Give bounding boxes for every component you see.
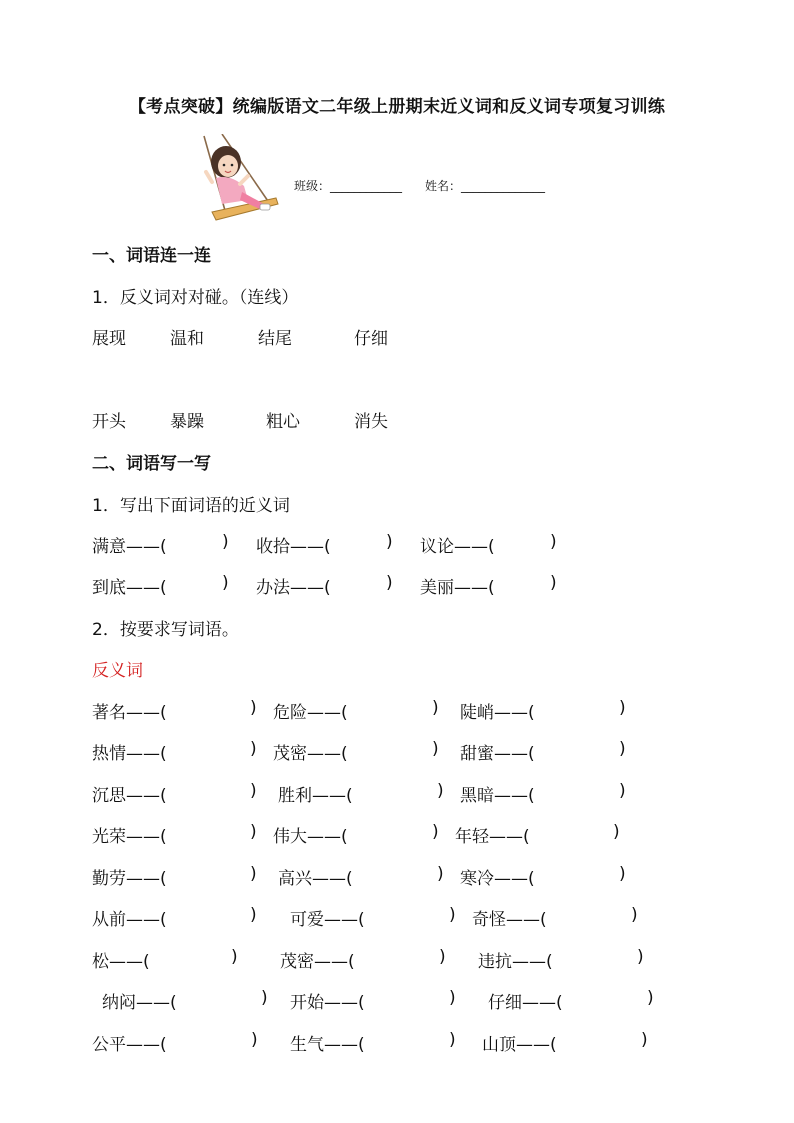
close-paren: ) [631, 905, 638, 925]
synonym-prompt[interactable]: 满意——( [92, 537, 167, 557]
top-word[interactable]: 温和 [170, 329, 204, 349]
close-paren: ) [437, 864, 444, 884]
close-paren: ) [222, 573, 229, 593]
close-paren: ) [386, 573, 393, 593]
close-paren: ) [250, 698, 257, 718]
section1-question: 1．反义词对对碰。（连线） [92, 288, 299, 308]
antonym-label: 反义词 [92, 661, 143, 681]
close-paren: ) [647, 988, 654, 1008]
close-paren: ) [550, 573, 557, 593]
antonym-prompt[interactable]: 寒冷——( [460, 869, 535, 889]
close-paren: ) [641, 1030, 648, 1050]
antonym-prompt[interactable]: 可爱——( [290, 910, 365, 930]
antonym-prompt[interactable]: 生气——( [290, 1035, 365, 1055]
top-word[interactable]: 结尾 [258, 329, 292, 349]
antonym-prompt[interactable]: 从前——( [92, 910, 167, 930]
close-paren: ) [449, 1030, 456, 1050]
close-paren: ) [250, 781, 257, 801]
top-word[interactable]: 展现 [92, 329, 126, 349]
close-paren: ) [231, 947, 238, 967]
girl-on-swing-illustration [182, 134, 282, 230]
antonym-row [0, 988, 794, 1016]
antonym-row [0, 947, 794, 975]
class-label: 班级： [294, 179, 331, 193]
antonym-prompt[interactable]: 黑暗——( [460, 786, 535, 806]
antonym-prompt[interactable]: 山顶——( [482, 1035, 557, 1055]
synonym-prompt[interactable]: 议论——( [420, 537, 495, 557]
antonym-row [0, 781, 794, 809]
close-paren: ) [432, 698, 439, 718]
close-paren: ) [261, 988, 268, 1008]
antonym-question: 2．按要求写词语。 [92, 620, 239, 640]
name-field [425, 177, 545, 194]
close-paren: ) [222, 532, 229, 552]
close-paren: ) [439, 947, 446, 967]
close-paren: ) [250, 739, 257, 759]
antonym-prompt[interactable]: 松——( [92, 952, 150, 972]
synonym-prompt[interactable]: 收拾——( [256, 537, 331, 557]
antonym-prompt[interactable]: 开始——( [290, 993, 365, 1013]
synonym-question: 1．写出下面词语的近义词 [92, 496, 290, 516]
antonym-prompt[interactable]: 纳闷——( [102, 993, 177, 1013]
bottom-word[interactable]: 开头 [92, 412, 126, 432]
synonym-prompt[interactable]: 到底——( [92, 578, 167, 598]
page-title: 【考点突破】统编版语文二年级上册期末近义词和反义词专项复习训练 [128, 97, 666, 117]
name-blank[interactable]: ______________ [461, 179, 546, 193]
antonym-prompt[interactable]: 胜利——( [278, 786, 353, 806]
close-paren: ) [437, 781, 444, 801]
synonym-prompt[interactable]: 办法——( [256, 578, 331, 598]
antonym-prompt[interactable]: 危险——( [273, 703, 348, 723]
section1-heading: 一、词语连一连 [92, 246, 211, 266]
antonym-prompt[interactable]: 伟大——( [273, 827, 348, 847]
close-paren: ) [432, 739, 439, 759]
bottom-word[interactable]: 暴躁 [170, 412, 204, 432]
class-blank[interactable]: ____________ [330, 179, 403, 193]
antonym-prompt[interactable]: 沉思——( [92, 786, 167, 806]
close-paren: ) [449, 905, 456, 925]
antonym-row [0, 739, 794, 767]
antonym-prompt[interactable]: 仔细——( [488, 993, 563, 1013]
antonym-row [0, 698, 794, 726]
close-paren: ) [613, 822, 620, 842]
close-paren: ) [619, 739, 626, 759]
close-paren: ) [619, 781, 626, 801]
antonym-prompt[interactable]: 勤劳——( [92, 869, 167, 889]
close-paren: ) [449, 988, 456, 1008]
section2-heading: 二、词语写一写 [92, 454, 211, 474]
bottom-word[interactable]: 粗心 [266, 412, 300, 432]
close-paren: ) [251, 1030, 258, 1050]
antonym-prompt[interactable]: 著名——( [92, 703, 167, 723]
antonym-prompt[interactable]: 甜蜜——( [460, 744, 535, 764]
antonym-row [0, 1030, 794, 1058]
bottom-word[interactable]: 消失 [354, 412, 388, 432]
synonym-row [0, 573, 794, 601]
antonym-prompt[interactable]: 奇怪——( [472, 910, 547, 930]
close-paren: ) [432, 822, 439, 842]
close-paren: ) [250, 905, 257, 925]
antonym-prompt[interactable]: 年轻——( [455, 827, 530, 847]
antonym-prompt[interactable]: 热情——( [92, 744, 167, 764]
antonym-row [0, 905, 794, 933]
close-paren: ) [619, 698, 626, 718]
antonym-prompt[interactable]: 违抗——( [478, 952, 553, 972]
antonym-prompt[interactable]: 茂密——( [280, 952, 355, 972]
synonym-row [0, 532, 794, 560]
close-paren: ) [250, 822, 257, 842]
close-paren: ) [250, 864, 257, 884]
synonym-prompt[interactable]: 美丽——( [420, 578, 495, 598]
antonym-prompt[interactable]: 高兴——( [278, 869, 353, 889]
antonym-row [0, 864, 794, 892]
class-field [294, 177, 402, 194]
close-paren: ) [619, 864, 626, 884]
close-paren: ) [386, 532, 393, 552]
close-paren: ) [550, 532, 557, 552]
top-word[interactable]: 仔细 [354, 329, 388, 349]
antonym-prompt[interactable]: 陡峭——( [460, 703, 535, 723]
close-paren: ) [637, 947, 644, 967]
antonym-row [0, 822, 794, 850]
antonym-prompt[interactable]: 茂密——( [273, 744, 348, 764]
antonym-prompt[interactable]: 公平——( [92, 1035, 167, 1055]
antonym-prompt[interactable]: 光荣——( [92, 827, 167, 847]
name-label: 姓名： [425, 179, 462, 193]
